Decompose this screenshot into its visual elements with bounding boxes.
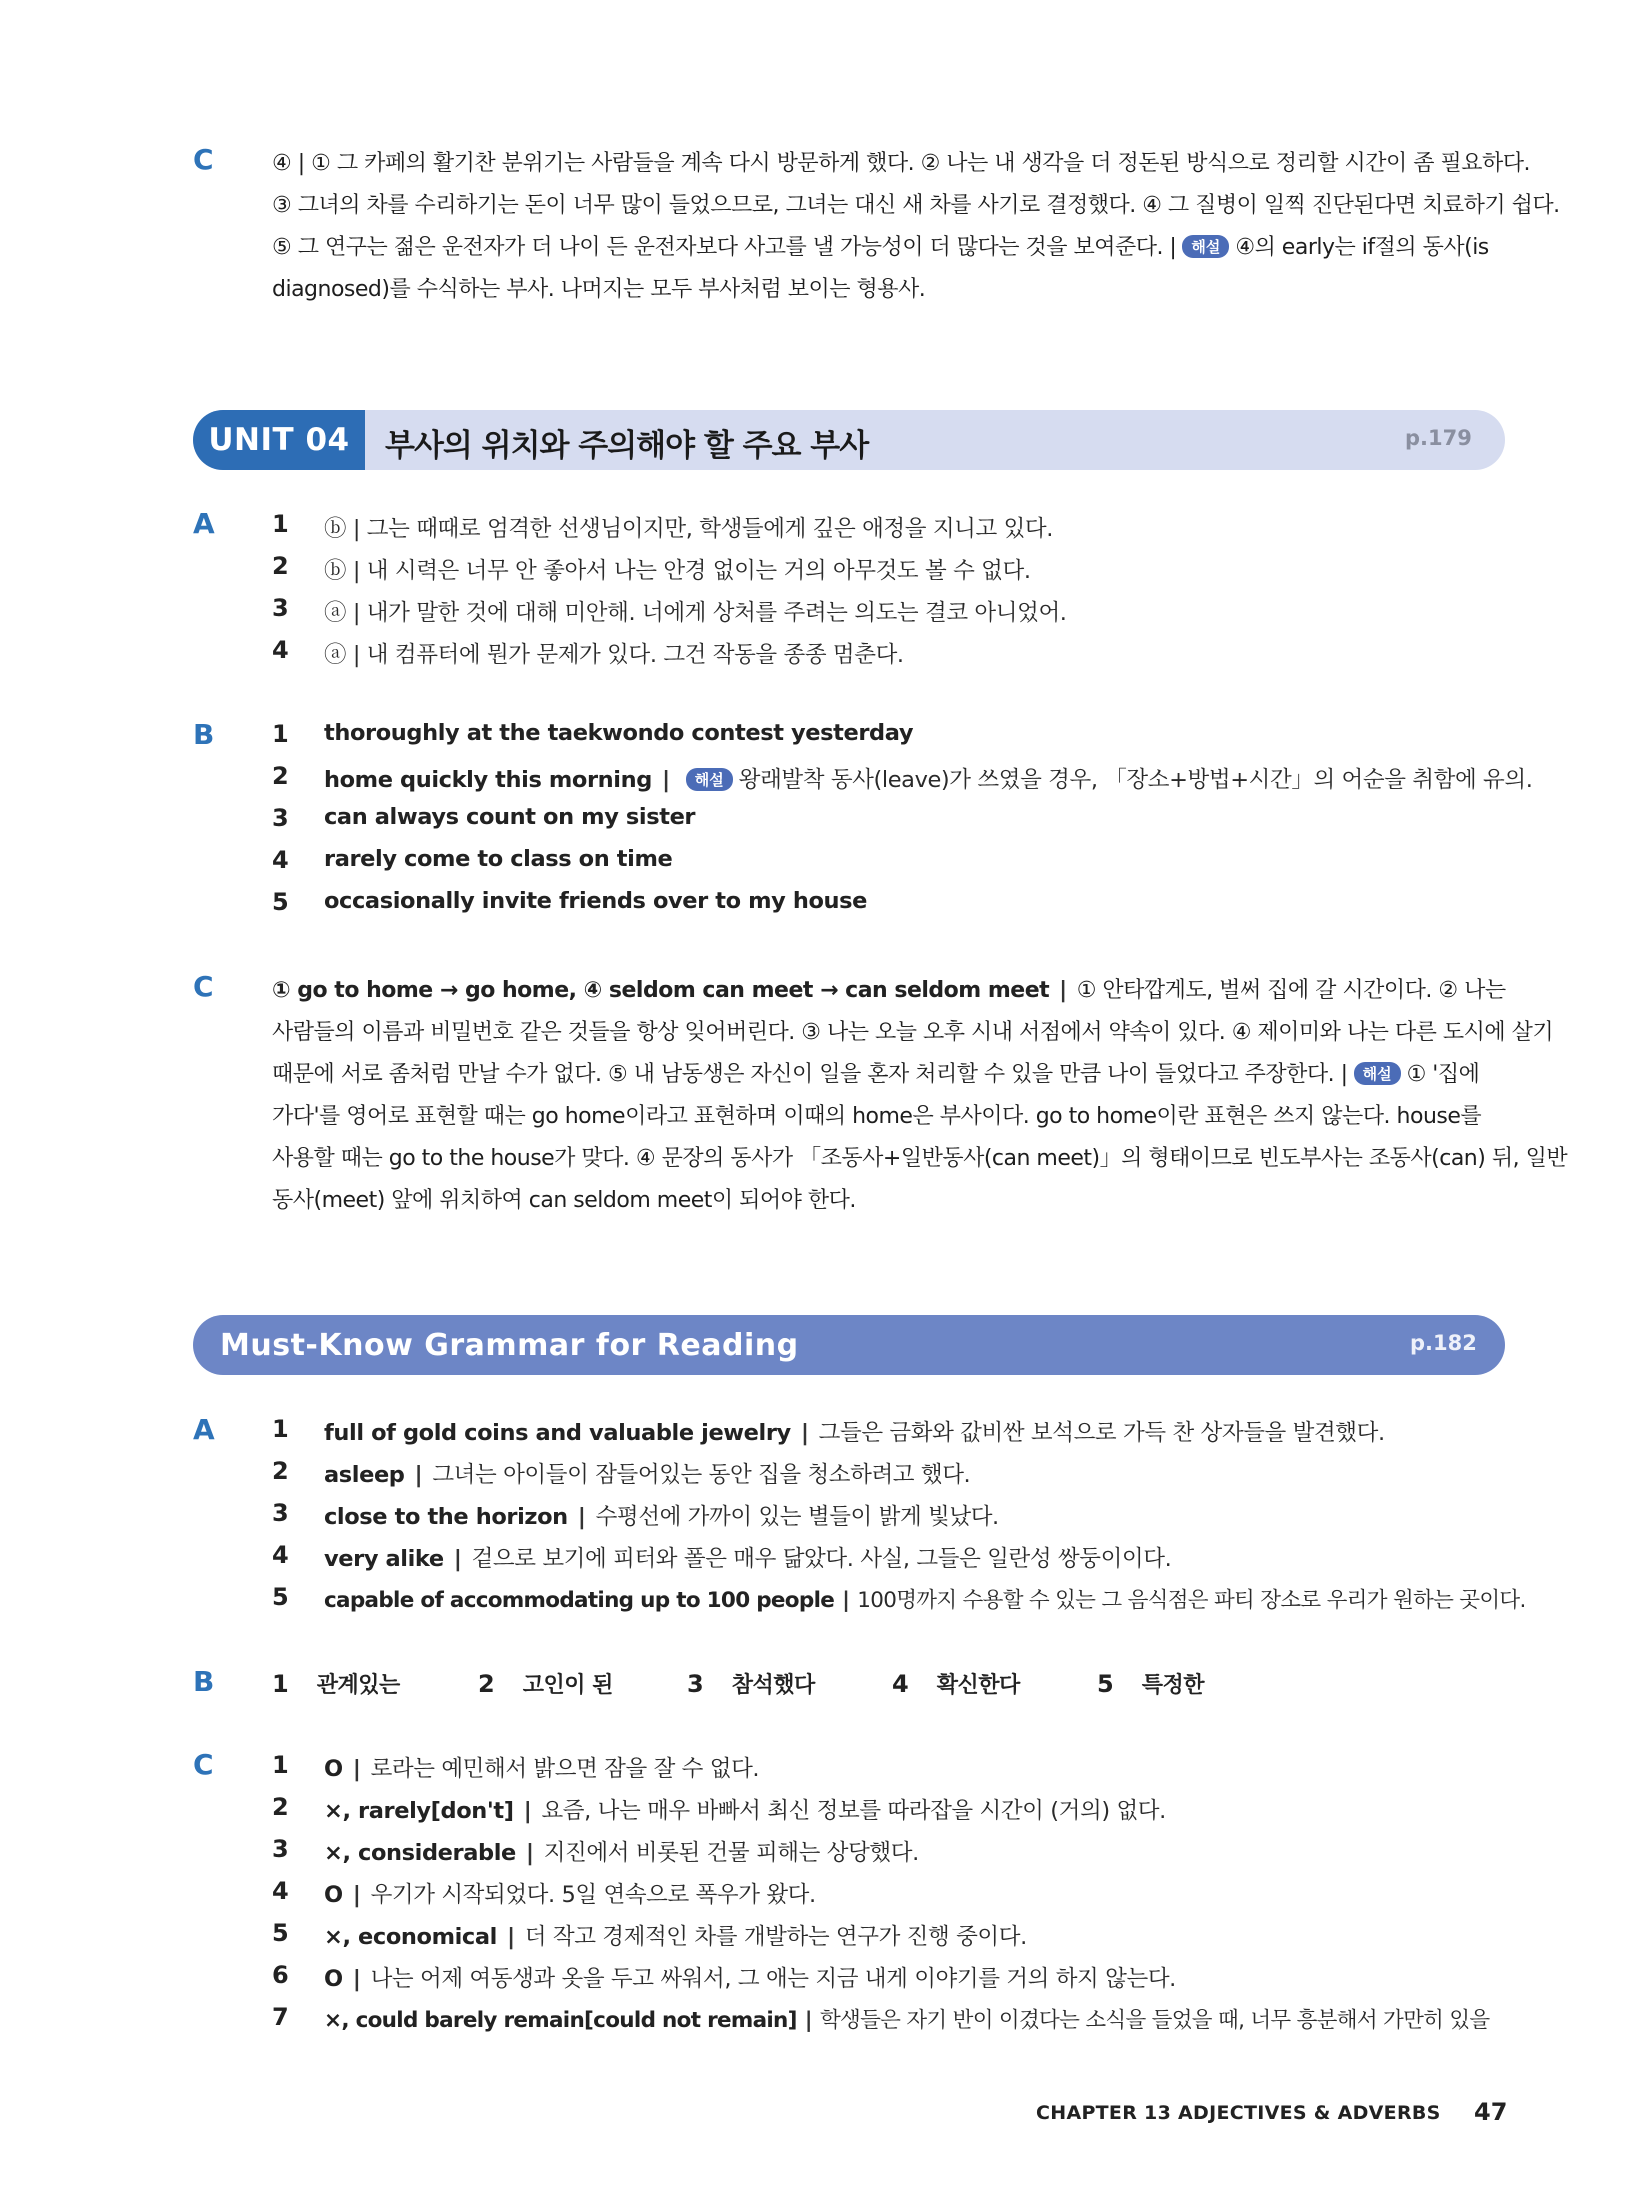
unit-title: 부사의 위치와 주의해야 할 주요 부사 [385, 428, 869, 464]
must-b-num-2: 2 [478, 1670, 495, 1698]
must-b-num-4: 4 [892, 1670, 909, 1698]
must-b-item-1 [272, 1668, 400, 1699]
unit-a-num-3: 3 [272, 594, 289, 622]
must-a-ko-5: 100명까지 수용할 수 있는 그 음식점은 파티 장소로 우리가 원하는 곳이다. [857, 1588, 1526, 1613]
section-letter-b: B [193, 718, 215, 751]
must-c-item-3: ×, considerable | 지진에서 비롯된 건물 피해는 상당했다. [324, 1840, 919, 1866]
must-c-item-1: O | 로라는 예민해서 밝으면 잠을 잘 수 없다. [324, 1756, 760, 1782]
must-a-item-4: very alike | 겉으로 보기에 피터와 폴은 매우 닮았다. 사실, 그들은 일란성 쌍둥이이다. [324, 1546, 1172, 1572]
must-c-en-4: O [324, 1882, 343, 1908]
unit-c-line-6: 동사(meet) 앞에 위치하여 can seldom meet이 되어야 한다. [272, 1188, 856, 1213]
top-c-line-1: ④ | ① 그 카페의 활기찬 분위기는 사람들을 계속 다시 방문하게 했다. ② 나는 내 생각을 더 정돈된 방식으로 정리할 시간이 좀 필요하다. [272, 151, 1531, 176]
must-c-en-3: ×, considerable [324, 1840, 516, 1866]
unit-c-line-3-text: 때문에 서로 좀처럼 만날 수가 없다. ⑤ 내 남동생은 자신이 일을 혼자 처리할 수 있을 만큼 나이 들었다고 주장한다. | [272, 1062, 1348, 1087]
must-letter-c: C [193, 1748, 214, 1781]
unit-a-item-1: ⓑ | 그는 때때로 엄격한 선생님이지만, 학생들에게 깊은 애정을 지니고 있다. [324, 516, 1054, 542]
must-b-item-5 [1097, 1668, 1204, 1699]
unit-a-item-2: ⓑ | 내 시력은 너무 안 좋아서 나는 안경 없이는 거의 아무것도 볼 수 없다. [324, 558, 1031, 584]
must-know-title: Must-Know Grammar for Reading [220, 1328, 799, 1363]
top-c-line-3 [272, 230, 1489, 261]
unit-c-line-3 [272, 1057, 1479, 1088]
must-b-word-1: 관계있는 [316, 1673, 400, 1698]
unit-b-num-2: 2 [272, 762, 289, 790]
unit-b-item-3: can always count on my sister [324, 804, 696, 830]
must-b-item-4 [892, 1668, 1020, 1699]
unit-c-line-2: 사람들의 이름과 비밀번호 같은 것들을 항상 잊어버린다. ③ 나는 오늘 오후 시내 서점에서 약속이 있다. ④ 제이미와 나는 다른 도시에 살기 [272, 1020, 1554, 1045]
must-a-en-5: capable of accommodating up to 100 people [324, 1588, 835, 1613]
must-c-en-7: ×, could barely remain[could not remain] [324, 2008, 797, 2033]
unit-c-line-1: ① go to home → go home, ④ seldom can meet → can seldom meet | ① 안타깝게도, 벌써 집에 갈 시간이다. ② 나는 [272, 978, 1506, 1003]
must-c-item-2: ×, rarely[don't] | 요즘, 나는 매우 바빠서 최신 정보를 따라잡을 시간이 (거의) 없다. [324, 1798, 1166, 1824]
must-c-ko-2: 요즘, 나는 매우 바빠서 최신 정보를 따라잡을 시간이 (거의) 없다. [541, 1798, 1166, 1824]
must-b-num-3: 3 [687, 1670, 704, 1698]
unit-b-item-4: rarely come to class on time [324, 846, 673, 872]
unit-pill: UNIT 04 [193, 410, 365, 470]
must-c-ko-1: 로라는 예민해서 밝으면 잠을 잘 수 없다. [370, 1756, 760, 1782]
must-c-item-7: ×, could barely remain[could not remain] | 학생들은 자기 반이 이겼다는 소식을 들었을 때, 너무 흥분해서 가만히 있을 [324, 2008, 1490, 2033]
unit-a-num-1: 1 [272, 510, 289, 538]
unit-b-item-2: home quickly this morning | 해설 왕래발착 동사(leave)가 쓰였을 경우, 「장소+방법+시간」의 어순을 취함에 유의. [324, 767, 1533, 793]
must-a-ko-1: 그들은 금화와 값비싼 보석으로 가득 찬 상자들을 발견했다. [818, 1420, 1385, 1446]
explanation-badge: 해설 [686, 768, 733, 791]
section-letter-a: A [193, 507, 215, 540]
explanation-badge: 해설 [1354, 1062, 1401, 1085]
unit-a-item-4: ⓐ | 내 컴퓨터에 뭔가 문제가 있다. 그건 작동을 종종 멈춘다. [324, 642, 904, 668]
must-b-num-5: 5 [1097, 1670, 1114, 1698]
must-c-num-1: 1 [272, 1751, 289, 1779]
unit-b-item-2-en: home quickly this morning [324, 767, 652, 793]
must-a-ko-4: 겉으로 보기에 피터와 폴은 매우 닮았다. 사실, 그들은 일란성 쌍둥이이다. [471, 1546, 1172, 1572]
unit-c-line-1-ko: ① 안타깝게도, 벌써 집에 갈 시간이다. ② 나는 [1076, 978, 1506, 1003]
unit-b-item-5: occasionally invite friends over to my house [324, 888, 868, 914]
explanation-badge: 해설 [1182, 235, 1229, 258]
must-a-ko-2: 그녀는 아이들이 잠들어있는 동안 집을 청소하려고 했다. [432, 1462, 971, 1488]
must-c-en-6: O [324, 1966, 343, 1992]
must-b-word-2: 고인이 된 [522, 1673, 613, 1698]
must-b-item-2 [478, 1668, 613, 1699]
must-b-num-1: 1 [272, 1670, 289, 1698]
must-c-item-4: O | 우기가 시작되었다. 5일 연속으로 폭우가 왔다. [324, 1882, 816, 1908]
unit-c-line-5: 사용할 때는 go to the house가 맞다. ④ 문장의 동사가 「조동사+일반동사(can meet)」의 형태이므로 빈도부사는 조동사(can) 뒤, 일반 [272, 1146, 1568, 1171]
must-a-num-5: 5 [272, 1583, 289, 1611]
unit-c-corrections: ① go to home → go home, ④ seldom can meet → can seldom meet [272, 978, 1050, 1003]
must-c-item-5: ×, economical | 더 작고 경제적인 차를 개발하는 연구가 진행 중이다. [324, 1924, 1027, 1950]
unit-b-num-3: 3 [272, 804, 289, 832]
must-page-ref: p.182 [1410, 1331, 1477, 1355]
must-c-ko-4: 우기가 시작되었다. 5일 연속으로 폭우가 왔다. [370, 1882, 816, 1908]
must-c-ko-6: 나는 어제 여동생과 옷을 두고 싸워서, 그 애는 지금 내게 이야기를 거의 하지 않는다. [370, 1966, 1176, 1992]
must-c-num-5: 5 [272, 1919, 289, 1947]
unit-a-item-3: ⓐ | 내가 말한 것에 대해 미안해. 너에게 상처를 주려는 의도는 결코 아니었어. [324, 600, 1067, 626]
must-letter-a: A [193, 1413, 215, 1446]
unit-a-num-4: 4 [272, 636, 289, 664]
section-letter-c-top: C [193, 143, 214, 176]
must-c-ko-3: 지진에서 비롯된 건물 피해는 상당했다. [543, 1840, 919, 1866]
unit-b-item-1: thoroughly at the taekwondo contest yesterday [324, 720, 914, 746]
must-c-num-4: 4 [272, 1877, 289, 1905]
must-a-num-1: 1 [272, 1415, 289, 1443]
unit-page-ref: p.179 [1405, 426, 1472, 450]
must-a-num-2: 2 [272, 1457, 289, 1485]
must-a-item-5: capable of accommodating up to 100 people | 100명까지 수용할 수 있는 그 음식점은 파티 장소로 우리가 원하는 곳이다. [324, 1588, 1526, 1613]
must-c-ko-5: 더 작고 경제적인 차를 개발하는 연구가 진행 중이다. [524, 1924, 1027, 1950]
unit-b-num-5: 5 [272, 888, 289, 916]
must-b-word-5: 특정한 [1141, 1673, 1204, 1698]
footer-page-number: 47 [1474, 2098, 1508, 2126]
must-b-word-3: 참석했다 [731, 1673, 815, 1698]
must-c-en-5: ×, economical [324, 1924, 497, 1950]
must-c-en-1: O [324, 1756, 343, 1782]
must-a-en-1: full of gold coins and valuable jewelry [324, 1420, 791, 1446]
must-c-en-2: ×, rarely[don't] [324, 1798, 514, 1824]
must-a-en-4: very alike [324, 1546, 444, 1572]
must-c-num-6: 6 [272, 1961, 289, 1989]
footer-chapter: CHAPTER 13 ADJECTIVES & ADVERBS [1036, 2102, 1441, 2124]
must-c-ko-7: 학생들은 자기 반이 이겼다는 소식을 들었을 때, 너무 흥분해서 가만히 있을 [819, 2008, 1490, 2033]
must-a-item-2: asleep | 그녀는 아이들이 잠들어있는 동안 집을 청소하려고 했다. [324, 1462, 971, 1488]
must-a-num-3: 3 [272, 1499, 289, 1527]
must-c-num-3: 3 [272, 1835, 289, 1863]
must-c-item-6: O | 나는 어제 여동생과 옷을 두고 싸워서, 그 애는 지금 내게 이야기를 거의 하지 않는다. [324, 1966, 1176, 1992]
must-b-word-4: 확신한다 [936, 1673, 1020, 1698]
top-c-line-2: ③ 그녀의 차를 수리하기는 돈이 너무 많이 들었으므로, 그녀는 대신 새 차를 사기로 결정했다. ④ 그 질병이 일찍 진단된다면 치료하기 쉽다. [272, 193, 1560, 218]
must-letter-b: B [193, 1665, 215, 1698]
top-c-line-4: diagnosed)를 수식하는 부사. 나머지는 모두 부사처럼 보이는 형용사. [272, 277, 926, 302]
top-c-line-3-text: ⑤ 그 연구는 젊은 운전자가 더 나이 든 운전자보다 사고를 낼 가능성이 더 많다는 것을 보여준다. | [272, 235, 1177, 260]
unit-b-item-2-note: 왕래발착 동사(leave)가 쓰였을 경우, 「장소+방법+시간」의 어순을 취함에 유의. [738, 767, 1533, 793]
must-a-en-3: close to the horizon [324, 1504, 568, 1530]
must-c-num-7: 7 [272, 2003, 289, 2031]
unit-c-line-4: 가다'를 영어로 표현할 때는 go home이라고 표현하며 이때의 home은 부사이다. go to home이란 표현은 쓰지 않는다. house를 [272, 1104, 1482, 1129]
must-b-item-3 [687, 1668, 815, 1699]
must-a-ko-3: 수평선에 가까이 있는 별들이 밝게 빛났다. [595, 1504, 999, 1530]
must-a-en-2: asleep [324, 1462, 405, 1488]
must-a-item-3: close to the horizon | 수평선에 가까이 있는 별들이 밝게 빛났다. [324, 1504, 999, 1530]
must-a-num-4: 4 [272, 1541, 289, 1569]
must-c-num-2: 2 [272, 1793, 289, 1821]
section-letter-c: C [193, 970, 214, 1003]
unit-b-num-4: 4 [272, 846, 289, 874]
top-c-line-3-note: ④의 early는 if절의 동사(is [1235, 235, 1489, 260]
unit-a-num-2: 2 [272, 552, 289, 580]
unit-c-line-3-note: ① '집에 [1406, 1062, 1480, 1087]
unit-b-num-1: 1 [272, 720, 289, 748]
must-a-item-1: full of gold coins and valuable jewelry | 그들은 금화와 값비싼 보석으로 가득 찬 상자들을 발견했다. [324, 1420, 1385, 1446]
